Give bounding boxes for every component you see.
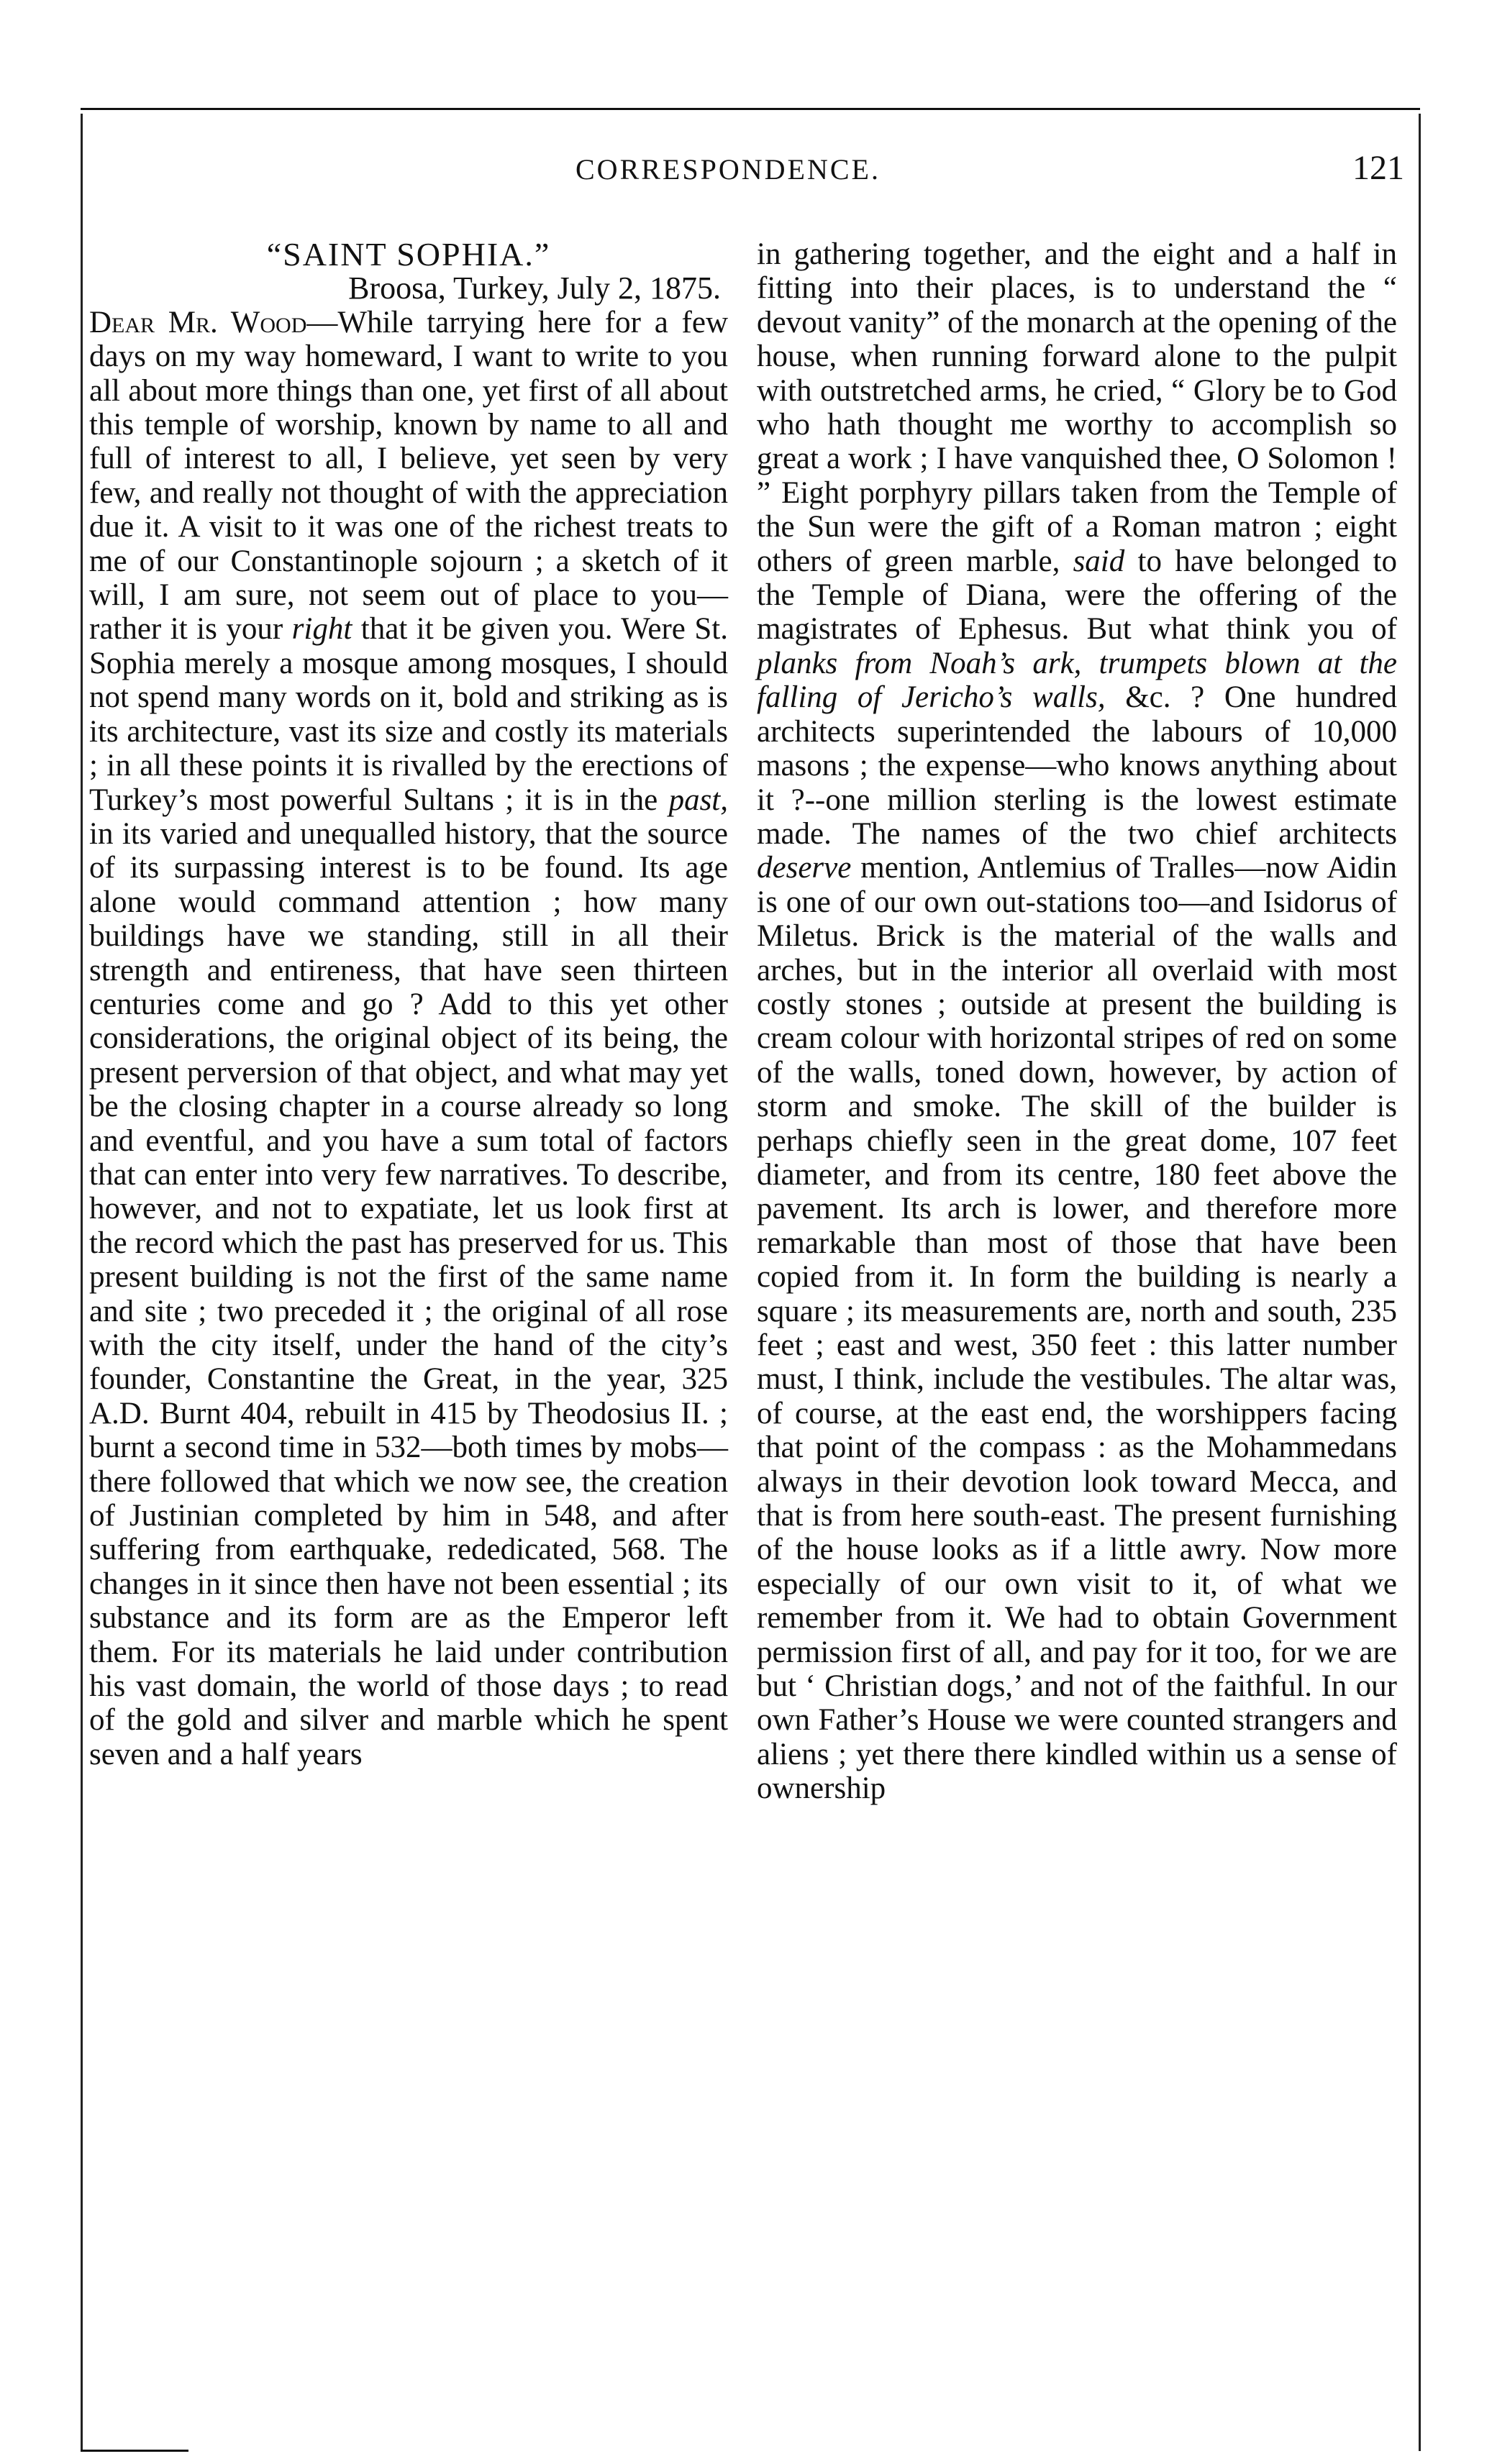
left-margin-line (81, 114, 83, 2451)
top-rule (81, 108, 1420, 110)
bottom-rule (81, 2450, 188, 2452)
emphasis-right: right (291, 612, 352, 647)
emphasis-deserve: deserve (757, 851, 852, 885)
page-number: 121 (1352, 149, 1404, 187)
text-opening: While tarrying here for a few days on my way homeward, I want to write to you all about more things than one, yet first of all about this temple of worship, known by name to all and full of interest to all, I believe, yet seen by very few, and really not thought of with the appreciation due it. A visit to it was one of the richest treats to me of our Constantinople sojourn ; a sketch of it will, I am sure, not seem out of place to you—rather it is your (89, 305, 729, 647)
emphasis-past: past, (668, 782, 728, 817)
emphasis-planks: planks from Noah’s ark, trumpets blown at the falling of Jericho’s walls, (757, 646, 1397, 715)
salutation: Dear Mr. Wood— (89, 305, 338, 339)
left-column-text (89, 306, 728, 1771)
dateline: Broosa, Turkey, July 2, 1875. (348, 270, 721, 306)
left-column (89, 237, 728, 1771)
right-column-text (757, 237, 1397, 1806)
text-part3: &c. ? One hundred architects superintended the labours of 10,000 masons ; the expense—who knows anything about it ?--one million sterling is the lowest estimate made. The names of the two chief architects (757, 680, 1397, 851)
emphasis-said: said (1073, 544, 1125, 578)
text-part1: in gathering together, and the eight and a half in fitting into their places, is to understand the “ devout vanity” of the monarch at the opening of the house, when running forward alone to the pulpit with outstretched arms, he cried, “ Glory be to God who hath thought me worthy to accomplish so great a work ; I have vanquished thee, O Solomon ! ” Eight porphyry pillars taken from the Temple of the Sun were the gift of a Roman matron ; eight others of green marble, (757, 237, 1397, 578)
text-part4: mention, Antlemius of Tralles—now Aidin is one of our own out-stations too—and Isidorus of Miletus. Brick is the material of the walls and arches, but in the interior all overlaid with most costly stones ; outside at present the building is cream colour with horizontal stripes of red on some of the walls, toned down, however, by action of storm and smoke. The skill of the builder is perhaps chiefly seen in the great dome, 107 feet diameter, and from its centre, 180 feet above the pavement. Its arch is lower, and therefore more remarkable than most of those that have been copied from it. In form the building is nearly a square ; its measurements are, north and south, 235 feet ; east and west, 350 feet : this latter number must, I think, include the vestibules. The altar was, of course, at the east end, the worshippers facing that point of the compass : as the Mohammedans always in their devotion look toward Mecca, and that is from here south-east. The present furnishing of the house looks as if a little awry. Now more especially of our own visit to it, of what we remember from it. We had to obtain Government permission first of all, and pay for it too, for we are but ‘ Christian dogs,’ and not of the faithful. In our own Father’s House we were counted strangers and aliens ; yet there there kindled within us a sense of ownership (757, 851, 1397, 1806)
text-rest: in its varied and unequalled history, that the source of its surpassing interest is to be found. Its age alone would command attention ; how many buildings have we standing, still in all their strength and entireness, that have seen thirteen centuries come and go ? Add to this yet other considerations, the original object of its being, the present perversion of that object, and what may yet be the closing chapter in a course already so long and eventful, and you have a sum total of factors that can enter into very few narratives. To describe, however, and not to expatiate, let us look first at the record which the past has preserved for us. This present building is not the first of the same name and site ; two preceded it ; the original of all rose with the city itself, under the hand of the city’s founder, Constantine the Great, in the year, 325 A.D. Burnt 404, rebuilt in 415 by Theodosius II. ; burnt a second time in 532—both times by mobs—there followed that which we now see, the creation of Justinian completed by him in 548, and after suffering from earthquake, rededicated, 568. The changes in it since then have not been essential ; its substance and its form are as the Emperor left them. For its materials he laid under contribution his vast domain, the world of those days ; to read of the gold and silver and marble which he spent seven and a half years (89, 816, 728, 1771)
right-column (757, 237, 1397, 1806)
right-margin-line (1419, 114, 1421, 2451)
text-after-right: that it be given you. Were St. Sophia merely a mosque among mosques, I should not spend many words on it, bold and striking as is its architecture, vast its size and costly its materials ; in all these points it is rivalled by the erections of Turkey’s most powerful Sultans ; it is in the (89, 612, 728, 817)
running-title: CORRESPONDENCE. (576, 153, 881, 186)
article-title: “SAINT SOPHIA.” (266, 236, 551, 273)
text-part2: to have belonged to the Temple of Diana, were the offering of the magistrates of Ephesus. But what think you of (757, 544, 1397, 647)
